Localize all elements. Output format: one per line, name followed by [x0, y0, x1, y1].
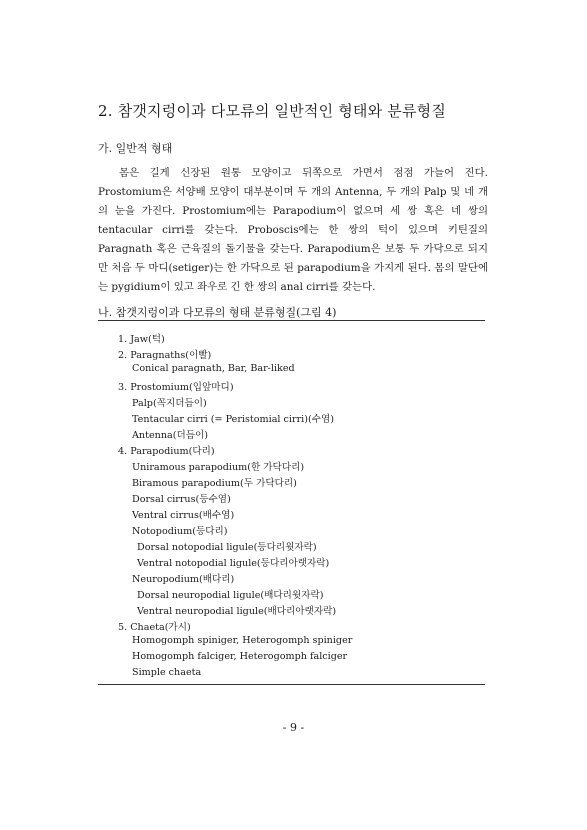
top-divider [98, 320, 485, 321]
list-item: Palp(꼭지더듬이) [132, 398, 207, 409]
list-item: Dorsal neuropodial ligule(배다리윗자락) [137, 590, 324, 601]
list-item: Antenna(더듬이) [132, 430, 209, 441]
list-item: Ventral neuropodial ligule(배다리아랫자락) [137, 606, 337, 617]
list-item: Dorsal cirrus(등수염) [132, 494, 231, 505]
list-item: Homogomph falciger, Heterogomph falciger [132, 651, 348, 662]
subsection-title-characters: 나. 참갯지렁이과 다모류의 형태 분류형질(그림 4) [98, 306, 337, 319]
list-item: Homogomph spiniger, Heterogomph spiniger [132, 635, 353, 646]
section-heading: 2. 참갯지렁이과 다모류의 일반적인 형태와 분류형질 [98, 102, 447, 120]
list-item: Ventral cirrus(배수염) [132, 510, 235, 521]
list-item: Tentacular cirri (= Peristomial cirri)(수염) [132, 414, 334, 425]
list-item: Neuropodium(배다리) [132, 574, 235, 585]
general-form-paragraph [98, 164, 488, 297]
list-item: 4. Parapodium(다리) [118, 446, 215, 457]
list-item: Notopodium(등다리) [132, 526, 228, 537]
list-item: 2. Paragnaths(이빨) [118, 350, 212, 361]
bottom-divider [98, 684, 485, 685]
list-item: Simple chaeta [132, 667, 202, 678]
list-item: Uniramous parapodium(한 가닥다리) [132, 462, 305, 473]
paragraph-text: 몸은 길게 신장된 원통 모양이고 뒤쪽으로 가면서 점점 가늘어 진다. Prostomium은 서양배 모양이 대부분이며 두 개의 Antenna, 두 개의 Palp 및 네 개의 눈을 가진다. Prostomium에는 Parapodium이 없으며 세 쌍 혹은 네 쌍의 tentacular cirri를 갖는다. Proboscis에는 한 쌍의 턱이 있으며 키틴질의 Paragnath 혹은 근육질의 돌기물을 갖는다. Parapodium은 보통 두 가닥으로 되지만 처음 두 마디(setiger)는 한 가닥으로 된 parapodium을 가지게 된다. 몸의 말단에는 pygidium이 있고 좌우로 긴 한 쌍의 anal cirri를 갖는다. [98, 167, 488, 293]
list-item: Dorsal notopodial ligule(등다리윗자락) [137, 542, 317, 553]
list-item: 5. Chaeta(가시) [118, 622, 191, 633]
list-item: Biramous parapodium(두 가닥다리) [132, 478, 297, 489]
list-item: Conical paragnath, Bar, Bar-liked [132, 363, 295, 374]
page-number: - 9 - [282, 721, 305, 734]
list-item: 1. Jaw(턱) [118, 334, 165, 345]
list-item: Ventral notopodial ligule(등다리아랫자락) [137, 558, 330, 569]
list-item: 3. Prostomium(입앞마디) [118, 382, 234, 393]
subsection-title-general-form: 가. 일반적 형태 [98, 142, 173, 155]
